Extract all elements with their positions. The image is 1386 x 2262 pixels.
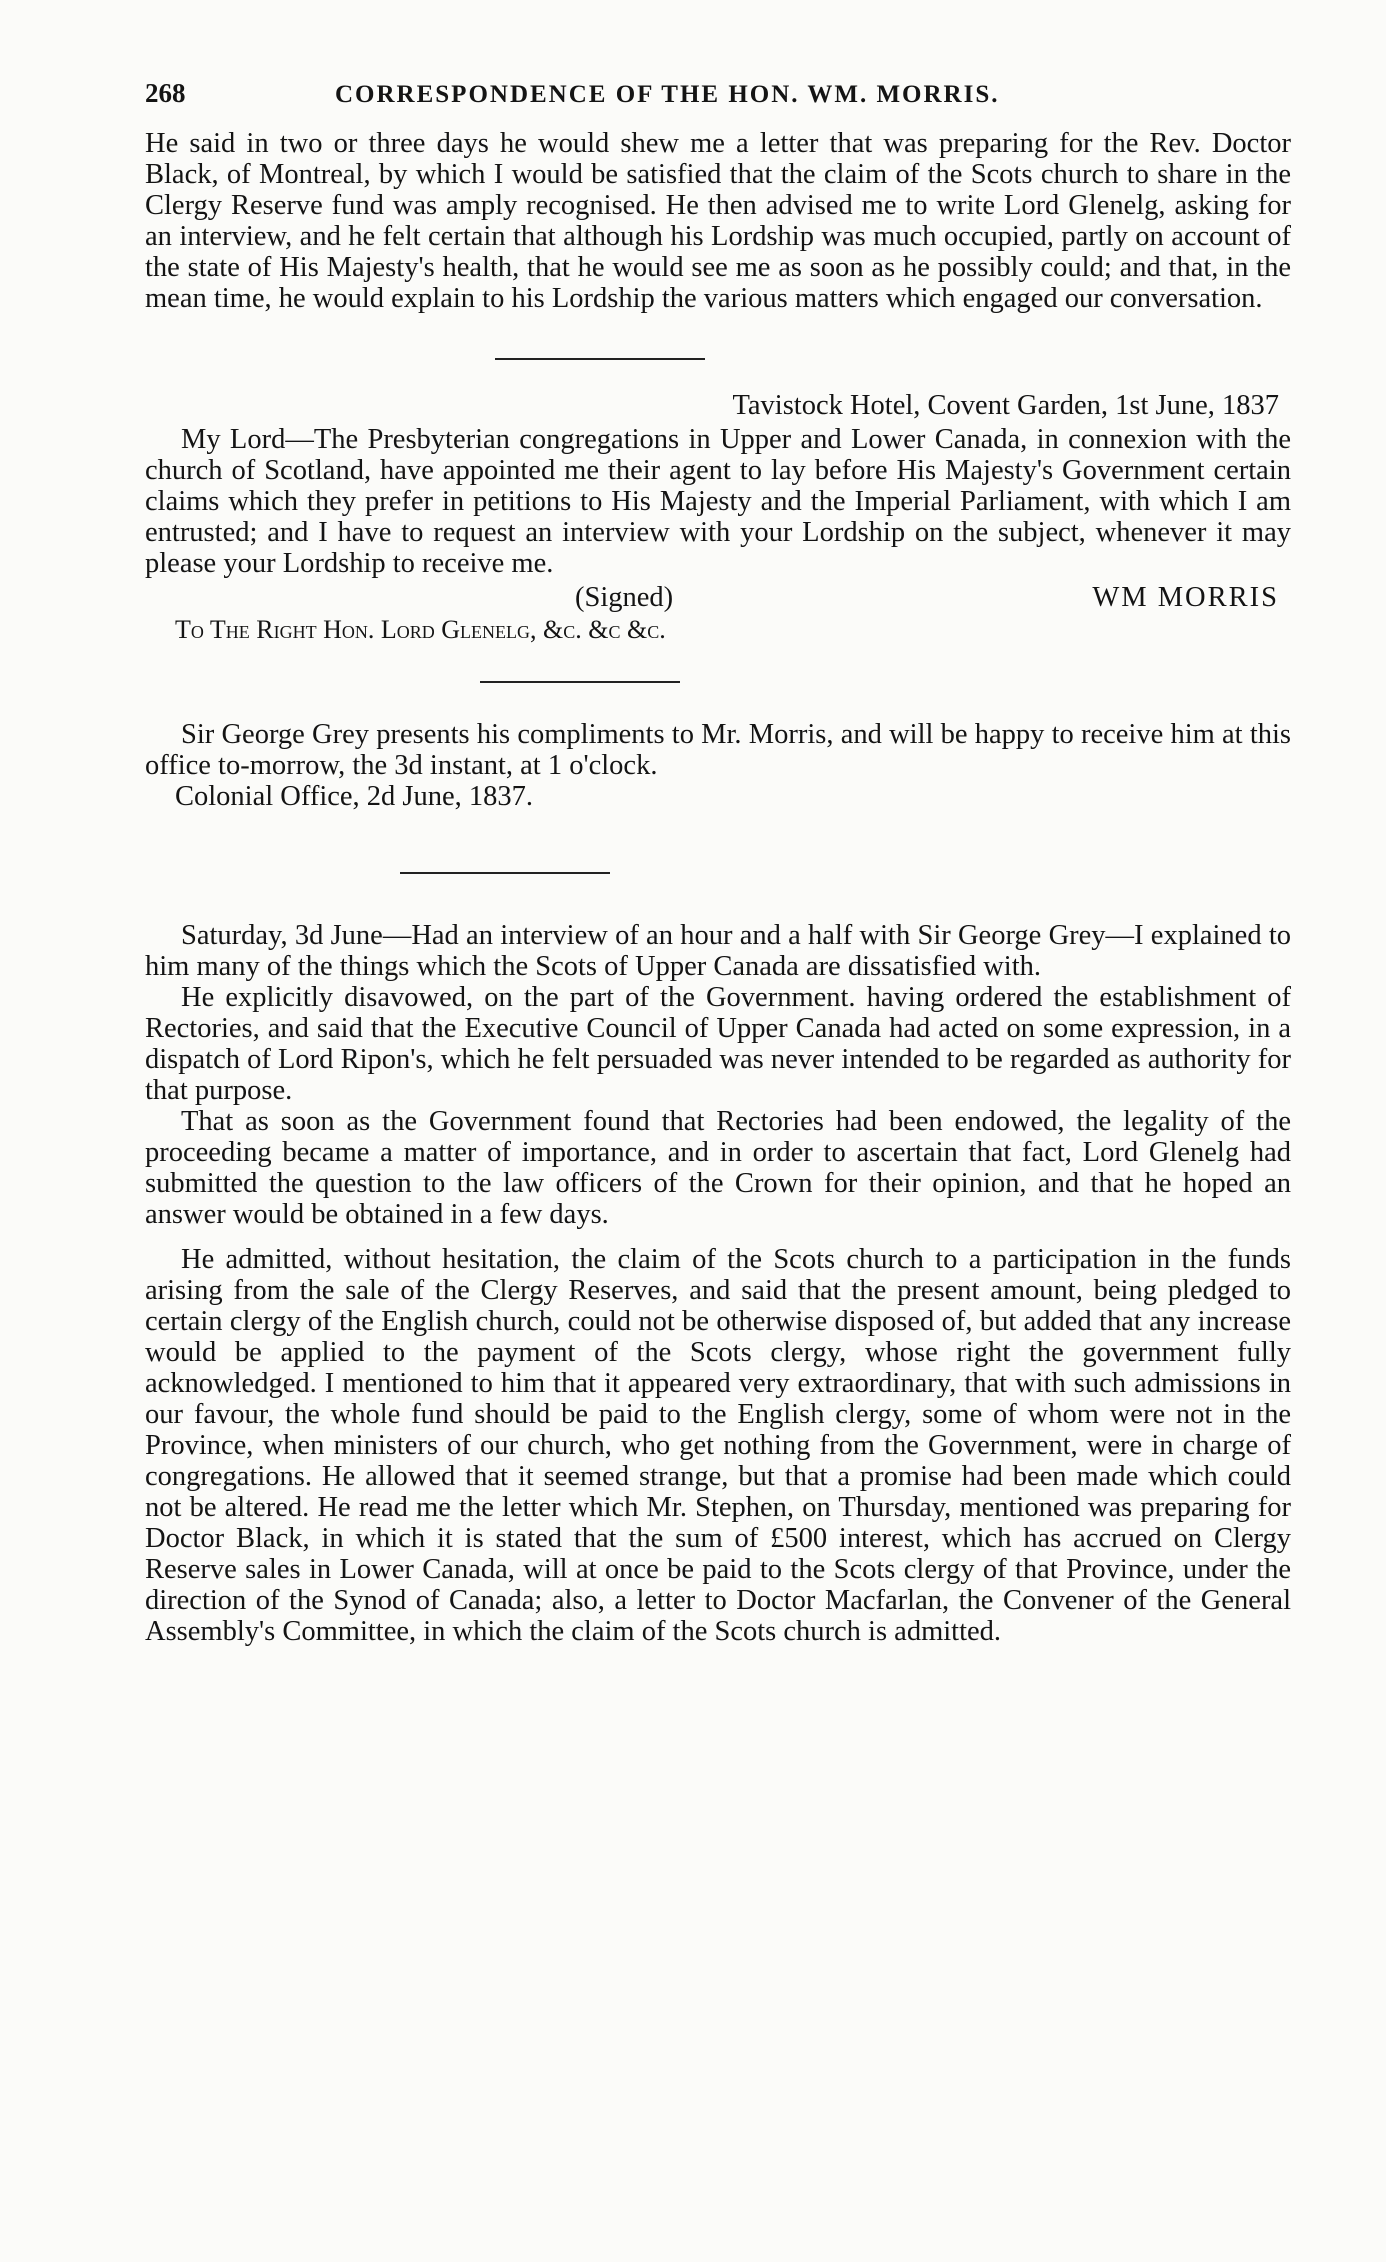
opening-paragraph: He said in two or three days he would shew me a letter that was preparing for the Rev. Doctor Black, of Montreal, by which I would be satisfied that the claim of the Scots church to share in the Clergy Reserve fund was amply recognised. He then advised me to write Lord Glenelg, asking for an interview, and he felt certain that although his Lordship was much occupied, partly on account of the state of His Majesty's health, that he would see me as soon as he possibly could; and that, in the mean time, he would explain to his Lordship the various matters which engaged our conversation. [145,128,1291,314]
signed-label: (Signed) [575,582,674,613]
page-header [145,78,1291,128]
journal-paragraph: That as soon as the Government found that Rectories had been endowed, the legality of the proceeding became a matter of importance, and in order to ascertain that fact, Lord Glenelg had submitted the question to the law officers of the Crown for their opinion, and that he hoped an answer would be obtained in a few days. [145,1106,1291,1230]
signature-line [145,581,1291,615]
letter-dateline: Tavistock Hotel, Covent Garden, 1st June, 1837 [732,390,1279,421]
reply-body: Sir George Grey presents his compliments to Mr. Morris, and will be happy to receive him at this office to-morrow, the 3d instant, at 1 o'clock. [145,719,1291,781]
document-page [145,78,1291,1647]
section-divider [400,872,610,874]
journal-paragraph: He explicitly disavowed, on the part of the Government. having ordered the establishment of Rectories, and said that the Executive Council of Upper Canada had acted on some expression, in a dispatch of Lord Ripon's, which he felt persuaded was never intended to be regarded as authority for that purpose. [145,982,1291,1106]
reply-note [145,719,1291,812]
letter-addressee: To The Right Hon. Lord Glenelg, &c. &c &c. [175,615,666,644]
journal-paragraph: He admitted, without hesitation, the claim of the Scots church to a participation in the funds arising from the sale of the Clergy Reserves, and said that the present amount, being pledged to certain clergy of the English church, could not be otherwise disposed of, but added that any increase would be applied to the payment of the Scots clergy, whose right the government fully acknowledged. I mentioned to him that it appeared very extraordinary, that with such admissions in our favour, the whole fund should be paid to the English clergy, some of whom were not in the Province, when ministers of our church, who get nothing from the Government, were in charge of congregations. He allowed that it seemed strange, but that a promise had been made which could not be altered. He read me the letter which Mr. Stephen, on Thursday, mentioned was preparing for Doctor Black, in which it is stated that the sum of £500 interest, which has accrued on Clergy Reserve sales in Lower Canada, will at once be paid to the Scots clergy of that Province, under the direction of the Synod of Canada; also, a letter to Doctor Macfarlan, the Convener of the General Assembly's Committee, in which the claim of the Scots church is admitted. [145,1244,1291,1647]
section-divider [480,681,680,683]
signature-name: WM MORRIS [1092,582,1279,613]
journal-paragraph: Saturday, 3d June—Had an interview of an hour and a half with Sir George Grey—I explained to him many of the things which the Scots of Upper Canada are dissatisfied with. [145,920,1291,982]
reply-closing: Colonial Office, 2d June, 1837. [175,781,534,812]
page-number: 268 [145,78,186,108]
running-title: CORRESPONDENCE OF THE HON. WM. MORRIS. [335,81,1000,108]
journal-entry [145,920,1291,1647]
section-divider [495,358,705,360]
letter-body: My Lord—The Presbyterian congregations in Upper and Lower Canada, in connexion with the church of Scotland, have appointed me their agent to lay before His Majesty's Government certain claims which they prefer in petitions to His Majesty and the Imperial Parliament, with which I am entrusted; and I have to request an interview with your Lordship on the subject, whenever it may please your Lordship to receive me. [145,424,1291,579]
